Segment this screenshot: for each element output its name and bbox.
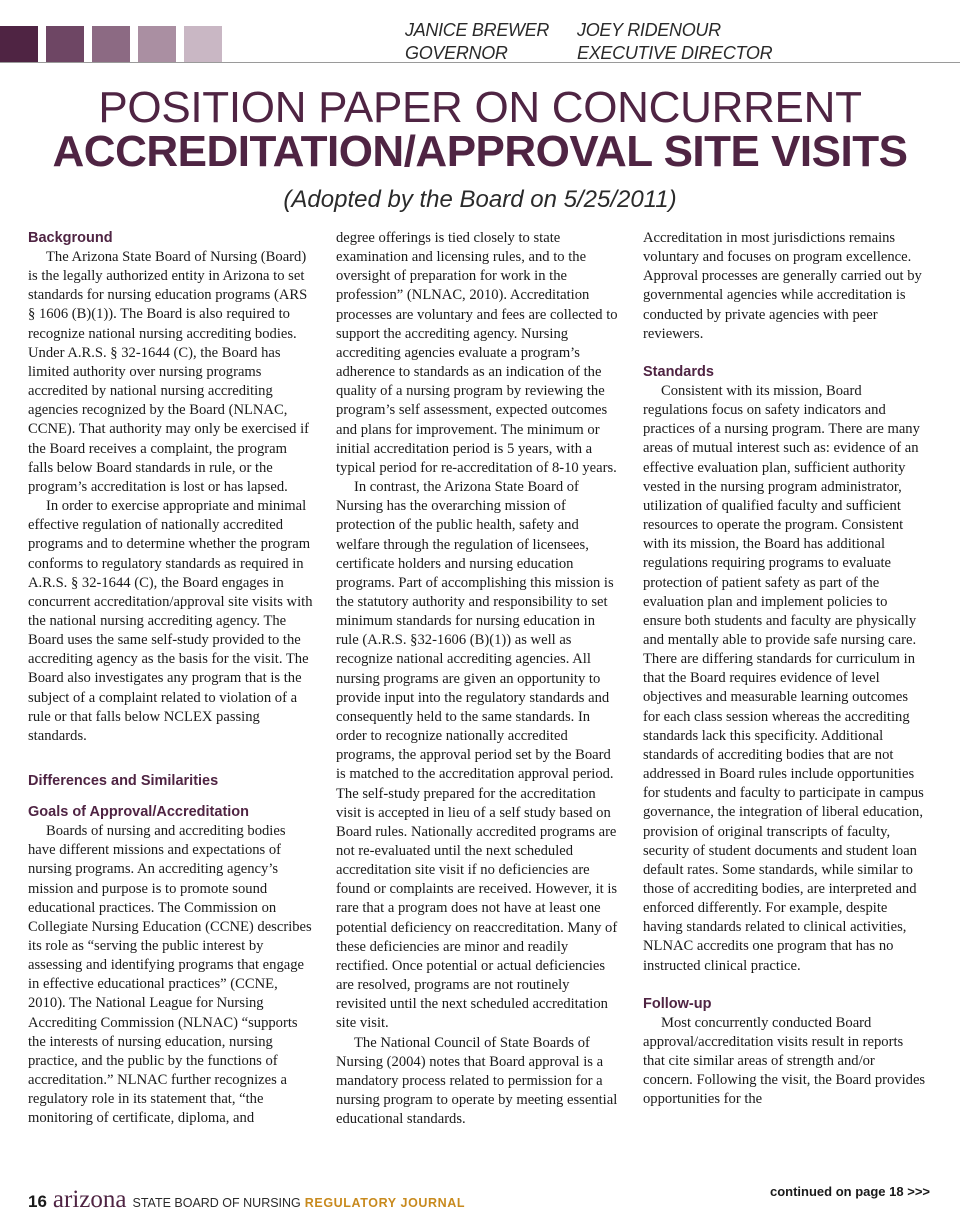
swatch-2 [46, 26, 84, 62]
heading-followup: Follow-up [643, 995, 712, 1012]
governor-name: JANICE BREWER [405, 20, 550, 40]
swatch-3 [92, 26, 130, 62]
paragraph-goals: Boards of nursing and accrediting bodies have different missions and expectations of nursing programs. An accrediting agency’s mission and purpose is to promote sound educational practices. The Commission on Collegiate Nursing Education (CCNE) describes its role as “serving the public interest by assessing and identifying programs that engage in effective educational practices” (CCNE, 2010). The National League for Nursing Accrediting Commission (NLNAC) “supports the interests of nursing education, nursing practice, and the public by the functions of accreditation.” NLNAC further recognizes a regulatory role in its statement that, “the monitoring of certificate, diploma, and [28, 823, 312, 1127]
director-block [577, 19, 772, 65]
footer [28, 1186, 465, 1214]
paragraph-col3-1: Accreditation in most jurisdictions remains voluntary and focuses on program excellence. Approval processes are generally carried out by governmental agencies while accreditation is conducted by private agencies with peer reviewers. [643, 230, 922, 342]
director-title: EXECUTIVE DIRECTOR [577, 43, 773, 63]
page-number: 16 [28, 1192, 47, 1211]
continued-link[interactable]: continued on page 18 >>> [769, 1184, 930, 1199]
paragraph-standards: Consistent with its mission, Board regulations focus on safety indicators and practices of a nursing program. There are many areas of mutual interest such as: evidence of an effective evaluation plan, sufficient authority vested in the nursing program administrator, utilization of qualified faculty and sufficient resources to operate the program. Consistent with its mission, the Board has additional regulations requiring programs to evaluate protection of patient safety as part of the evaluation plan and implement policies to ensure both students and faculty are physically and mentally able to provide safe nursing care. There are differing standards for curriculum in that the Board requires evidence of level objectives and measurable learning outcomes for each class session whereas the accrediting standards lack this specificity. Additional standards of accrediting bodies that are not addressed in Board rules include opportunities for students and faculty to participate in campus governance, the integration of liberal education, provision of original transcripts of faculty, security of student documents and student loan default rates. Some standards, while similar to those of accrediting bodies, are interpreted and enforced differently. For example, despite having standards related to clinical activities, NLNAC accredits one program that has no instructed clinical practice. [643, 382, 924, 974]
header-color-swatches [0, 26, 222, 62]
director-name: JOEY RIDENOUR [577, 20, 721, 40]
swatch-1 [0, 26, 38, 62]
governor-title: GOVERNOR [405, 43, 508, 63]
paragraph-col2-3: The National Council of State Boards of Nursing (2004) notes that Board approval is a mandatory process related to permission for a nursing program to operate by meeting essential educational standards. [336, 1034, 618, 1128]
governor-block [405, 19, 577, 65]
column-1 [28, 229, 313, 1129]
spacer [28, 791, 313, 803]
spacer [28, 746, 313, 772]
spacer [643, 976, 928, 995]
paragraph-col2-1: degree offerings is tied closely to state examination and licensing rules, and to the oversight of preparation for work in the profession” (NLNAC, 2010). Accreditation processes are voluntary and fees are collected to support the accrediting agency. Nursing accrediting agencies evaluate a program’s adherence to standards as an indication of the quality of a nursing program by reviewing the program’s self assessment, expected outcomes and plans for improvement. The minimum or initial accreditation period is 5 years, with a typical period for re-accreditation of 8-10 years. [336, 230, 618, 476]
page-subtitle: (Adopted by the Board on 5/25/2011) [283, 186, 677, 213]
paragraph-background-1: The Arizona State Board of Nursing (Board) is the legally authorized entity in Arizona to set standards for nursing education programs (ARS § 1606 (B)(1)). The Board is also required to recognize national nursing accrediting bodies. Under A.R.S. § 32-1644 (C), the Board has limited authority over nursing programs accredited by national nursing accrediting agencies recognized by the Board (NLNAC, CCNE). That authority may only be exercised if the Board receives a complaint, the program falls below Board standards in rule, or the program’s accreditation is lost or has lapsed. [28, 249, 309, 495]
heading-standards: Standards [643, 363, 714, 380]
swatch-5 [184, 26, 222, 62]
footer-journal-name: REGULATORY JOURNAL [304, 1196, 466, 1210]
header-officials [405, 19, 772, 65]
column-3 [643, 229, 928, 1110]
heading-goals: Goals of Approval/Accreditation [28, 804, 250, 821]
heading-differences: Differences and Similarities [28, 773, 219, 790]
page-title-line-1: POSITION PAPER ON CONCURRENT [98, 83, 862, 132]
footer-board-name: STATE BOARD OF NURSING [132, 1196, 301, 1210]
swatch-4 [138, 26, 176, 62]
title-block [0, 83, 960, 214]
paragraph-col2-2: In contrast, the Arizona State Board of Nursing has the overarching mission of protection of the public health, safety and welfare through the regulation of licensees, certificate holders and nursing education programs. Part of accomplishing this mission is the statutory authority and responsibility to set minimum standards for nursing education in rule (A.R.S. §32-1606 (B)(1)) as well as recognize national accrediting agencies. All nursing programs are given an opportunity to provide input into the regulatory standards and consequently held to the same standards. In order to recognize nationally accredited programs, the approval period set by the Board is matched to the accreditation approval period. The self-study prepared for the accreditation visit is accepted in lieu of a self study based on Board rules. Nationally accredited programs are not re-evaluated until the next scheduled accreditation site visit if no deficiencies are found or complaints are received. However, it is rare that a program does not have at least one potential deficiency on reaccreditation. Many of these deficiencies are minor and readily rectified. Once potential or actual deficiencies are resolved, programs are not routinely revisited until the next scheduled accreditation site visit. [336, 479, 618, 1032]
column-2 [336, 229, 621, 1129]
paragraph-background-2: In order to exercise appropriate and minimal effective regulation of nationally accredited programs and to determine whether the program conforms to regulatory standards as required in A.R.S. § 32-1644 (C), the Board engages in concurrent accreditation/approval site visits with the national nursing accrediting agency. The Board uses the same self-study provided to the accrediting agency as the basis for the visit. The Board also investigates any program that is the subject of a complaint related to violation of a rule or that falls below NCLEX passing standards. [28, 498, 313, 744]
paragraph-followup: Most concurrently conducted Board approval/accreditation visits result in reports that cite similar areas of strength and/or concern. Following the visit, the Board provides opportunities for the [643, 1014, 926, 1108]
heading-background: Background [28, 230, 113, 246]
spacer [643, 344, 928, 363]
footer-brand-arizona: arizona [52, 1186, 127, 1213]
page-title-line-2: ACCREDITATION/APPROVAL SITE VISITS [52, 127, 908, 176]
